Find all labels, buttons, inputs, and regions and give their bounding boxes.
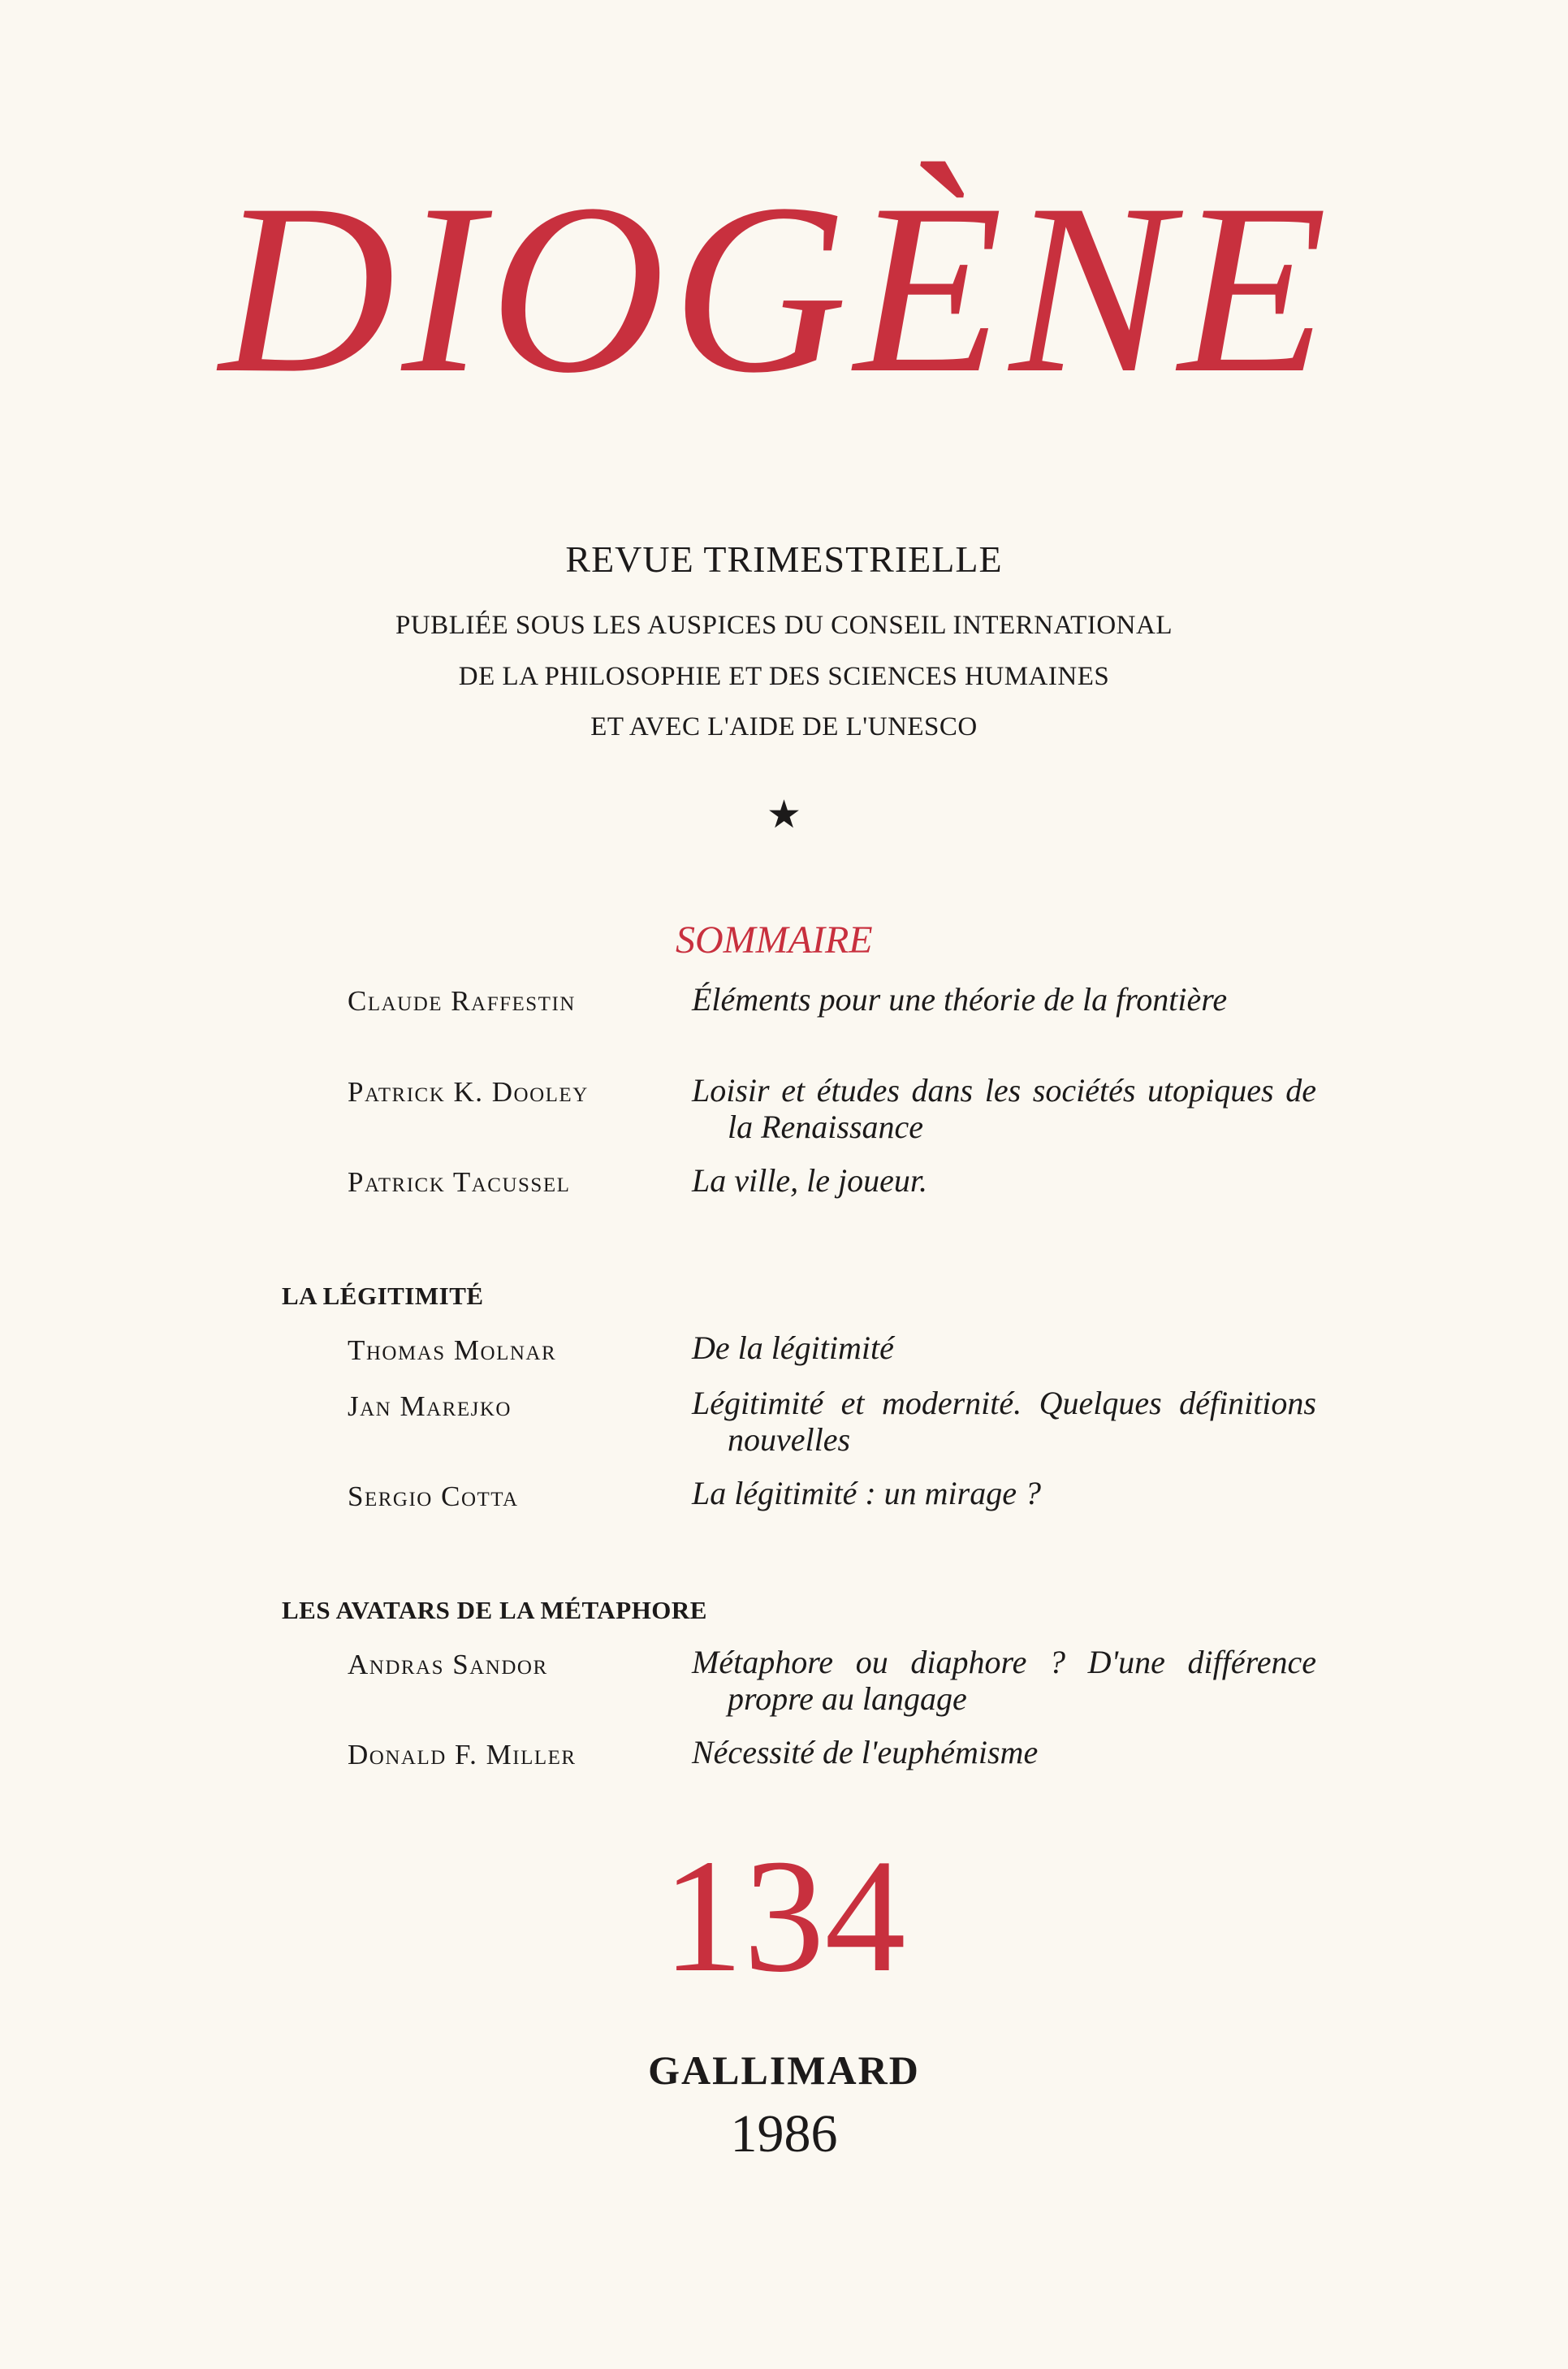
issue-number: 134 [662,1826,906,2006]
toc-author: Claude Raffestin [348,985,576,1017]
toc-title: La légitimité : un mirage ? [692,1475,1041,1511]
toc-title: Nécessité de l'euphémisme [692,1734,1039,1770]
auspices-line: DE LA PHILOSOPHIE ET DES SCIENCES HUMAINES [458,662,1110,691]
toc-author: Jan Marejko [348,1390,512,1422]
toc-author: Thomas Molnar [348,1334,557,1366]
toc-title: Légitimité et modernité. Quelques définitions nouvelles [692,1385,1316,1458]
toc-title: De la légitimité [692,1329,894,1366]
sommaire-heading: SOMMAIRE [676,919,873,962]
publisher-name: GALLIMARD [648,2047,920,2093]
toc-author: Patrick Tacussel [348,1166,571,1198]
toc-title: Loisir et études dans les sociétés utopiques de la Renaissance [692,1072,1316,1145]
publication-year: 1986 [730,2104,838,2164]
star-ornament-icon: ★ [766,793,802,836]
toc-title: Éléments pour une théorie de la frontière [692,981,1228,1018]
toc-title: Métaphore ou diaphore ? D'une différence propre au langage [692,1644,1316,1717]
toc-author: Donald F. Miller [348,1739,577,1770]
toc-author: Andras Sandor [348,1649,548,1680]
auspices-line: ET AVEC L'AIDE DE L'UNESCO [590,712,978,741]
toc-author: Sergio Cotta [348,1481,519,1512]
toc-author: Patrick K. Dooley [348,1076,589,1108]
section-heading: LA LÉGITIMITÉ [282,1282,484,1310]
section-heading: LES AVATARS DE LA MÉTAPHORE [282,1596,707,1624]
subtitle: REVUE TRIMESTRIELLE [565,538,1003,580]
toc-title: La ville, le joueur. [692,1162,927,1199]
auspices-line: PUBLIÉE SOUS LES AUSPICES DU CONSEIL INTERNATIONAL [395,611,1173,640]
masthead-title: DIOGÈNE [219,153,1334,423]
